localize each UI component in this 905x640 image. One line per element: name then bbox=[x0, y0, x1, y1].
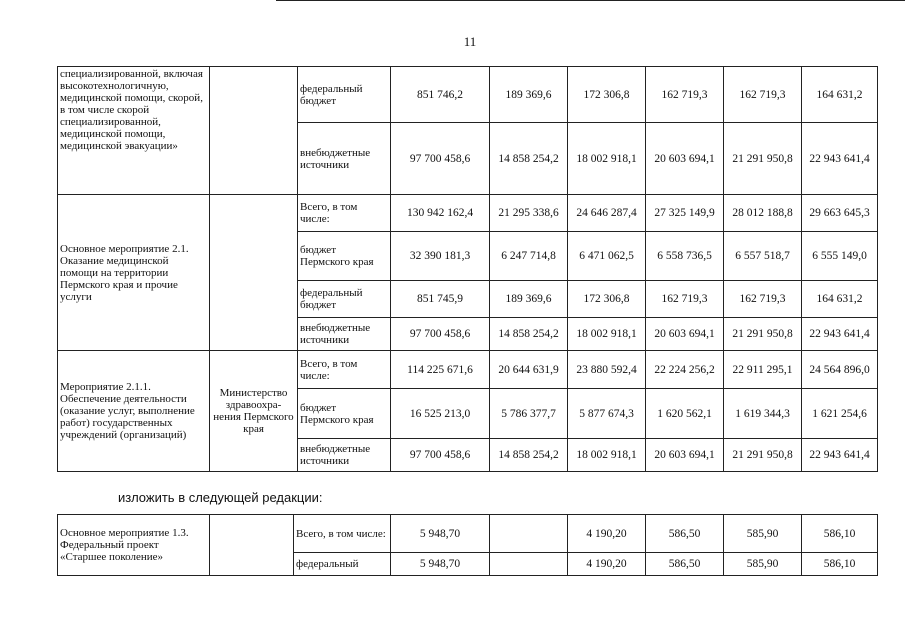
value-cell: 189 369,6 bbox=[490, 281, 568, 318]
value-cell: 5 877 674,3 bbox=[568, 389, 646, 439]
source-cell: бюджет Пермского края bbox=[298, 389, 391, 439]
value-cell: 14 858 254,2 bbox=[490, 318, 568, 351]
value-cell: 4 190,20 bbox=[568, 553, 646, 576]
value-cell: 20 644 631,9 bbox=[490, 351, 568, 389]
value-cell: 586,50 bbox=[646, 515, 724, 553]
page-number: 11 bbox=[463, 34, 477, 49]
activity-name: Основное мероприятие 1.3. Федеральный проект «Старшее поколение» bbox=[58, 515, 210, 576]
amendment-instruction: изложить в следующей редакции: bbox=[118, 490, 323, 505]
value-cell: 21 295 338,6 bbox=[490, 195, 568, 232]
value-cell: 22 224 256,2 bbox=[646, 351, 724, 389]
value-cell bbox=[490, 553, 568, 576]
table-row bbox=[58, 515, 878, 553]
value-cell: 24 646 287,4 bbox=[568, 195, 646, 232]
value-cell: 586,10 bbox=[802, 515, 878, 553]
value-cell: 18 002 918,1 bbox=[568, 439, 646, 472]
value-cell: 130 942 162,4 bbox=[391, 195, 490, 232]
value-cell: 21 291 950,8 bbox=[724, 123, 802, 195]
value-cell: 1 619 344,3 bbox=[724, 389, 802, 439]
value-cell: 851 745,9 bbox=[391, 281, 490, 318]
table-row bbox=[58, 67, 878, 123]
value-cell: 20 603 694,1 bbox=[646, 439, 724, 472]
value-cell: 164 631,2 bbox=[802, 281, 878, 318]
value-cell: 97 700 458,6 bbox=[391, 318, 490, 351]
value-cell: 585,90 bbox=[724, 515, 802, 553]
value-cell: 162 719,3 bbox=[724, 67, 802, 123]
value-cell: 18 002 918,1 bbox=[568, 318, 646, 351]
value-cell: 16 525 213,0 bbox=[391, 389, 490, 439]
value-cell: 22 911 295,1 bbox=[724, 351, 802, 389]
value-cell: 22 943 641,4 bbox=[802, 123, 878, 195]
value-cell: 162 719,3 bbox=[724, 281, 802, 318]
value-cell: 29 663 645,3 bbox=[802, 195, 878, 232]
value-cell: 97 700 458,6 bbox=[391, 439, 490, 472]
value-cell: 22 943 641,4 bbox=[802, 439, 878, 472]
responsible-cell bbox=[210, 67, 298, 195]
value-cell: 172 306,8 bbox=[568, 281, 646, 318]
value-cell: 172 306,8 bbox=[568, 67, 646, 123]
value-cell: 851 746,2 bbox=[391, 67, 490, 123]
value-cell: 23 880 592,4 bbox=[568, 351, 646, 389]
budget-table-new bbox=[57, 514, 878, 576]
value-cell: 20 603 694,1 bbox=[646, 318, 724, 351]
value-cell: 5 948,70 bbox=[391, 553, 490, 576]
responsible-cell bbox=[210, 515, 294, 576]
responsible-cell: Министерство здравоохра- нения Пермского края bbox=[210, 351, 298, 472]
source-cell: внебюджетные источники bbox=[298, 439, 391, 472]
value-cell: 586,50 bbox=[646, 553, 724, 576]
top-rule bbox=[276, 0, 905, 1]
source-cell: федеральный bbox=[294, 553, 391, 576]
value-cell: 162 719,3 bbox=[646, 67, 724, 123]
value-cell: 585,90 bbox=[724, 553, 802, 576]
value-cell: 24 564 896,0 bbox=[802, 351, 878, 389]
value-cell: 114 225 671,6 bbox=[391, 351, 490, 389]
budget-table-previous bbox=[57, 66, 878, 472]
value-cell: 14 858 254,2 bbox=[490, 439, 568, 472]
value-cell: 586,10 bbox=[802, 553, 878, 576]
value-cell: 97 700 458,6 bbox=[391, 123, 490, 195]
value-cell: 6 557 518,7 bbox=[724, 232, 802, 281]
source-cell: внебюджетные источники bbox=[298, 123, 391, 195]
value-cell: 189 369,6 bbox=[490, 67, 568, 123]
responsible-cell bbox=[210, 195, 298, 351]
value-cell: 27 325 149,9 bbox=[646, 195, 724, 232]
source-cell: Всего, в том числе: bbox=[294, 515, 391, 553]
value-cell: 6 558 736,5 bbox=[646, 232, 724, 281]
value-cell: 162 719,3 bbox=[646, 281, 724, 318]
source-cell: бюджет Пермского края bbox=[298, 232, 391, 281]
source-cell: федеральный бюджет bbox=[298, 281, 391, 318]
value-cell: 1 620 562,1 bbox=[646, 389, 724, 439]
source-cell: Всего, в том числе: bbox=[298, 195, 391, 232]
source-cell: федеральный бюджет bbox=[298, 67, 391, 123]
value-cell: 4 190,20 bbox=[568, 515, 646, 553]
value-cell: 21 291 950,8 bbox=[724, 439, 802, 472]
activity-name: специализированной, включая высокотехнологичную, медицинской помощи, скорой, в том числе скорой специализированной, медицинской помощи, медицинской эвакуации» bbox=[58, 67, 210, 195]
value-cell: 32 390 181,3 bbox=[391, 232, 490, 281]
value-cell: 5 786 377,7 bbox=[490, 389, 568, 439]
value-cell: 6 471 062,5 bbox=[568, 232, 646, 281]
value-cell: 18 002 918,1 bbox=[568, 123, 646, 195]
source-cell: внебюджетные источники bbox=[298, 318, 391, 351]
value-cell: 164 631,2 bbox=[802, 67, 878, 123]
value-cell: 28 012 188,8 bbox=[724, 195, 802, 232]
value-cell: 6 555 149,0 bbox=[802, 232, 878, 281]
value-cell: 14 858 254,2 bbox=[490, 123, 568, 195]
source-cell: Всего, в том числе: bbox=[298, 351, 391, 389]
value-cell: 21 291 950,8 bbox=[724, 318, 802, 351]
value-cell: 6 247 714,8 bbox=[490, 232, 568, 281]
value-cell bbox=[490, 515, 568, 553]
value-cell: 22 943 641,4 bbox=[802, 318, 878, 351]
activity-name: Мероприятие 2.1.1. Обеспечение деятельности (оказание услуг, выполнение работ) государственных учреждений (организаций) bbox=[58, 351, 210, 472]
value-cell: 1 621 254,6 bbox=[802, 389, 878, 439]
table-row bbox=[58, 195, 878, 232]
value-cell: 5 948,70 bbox=[391, 515, 490, 553]
activity-name: Основное мероприятие 2.1. Оказание медицинской помощи на территории Пермского края и прочие услуги bbox=[58, 195, 210, 351]
value-cell: 20 603 694,1 bbox=[646, 123, 724, 195]
table-row bbox=[58, 351, 878, 389]
